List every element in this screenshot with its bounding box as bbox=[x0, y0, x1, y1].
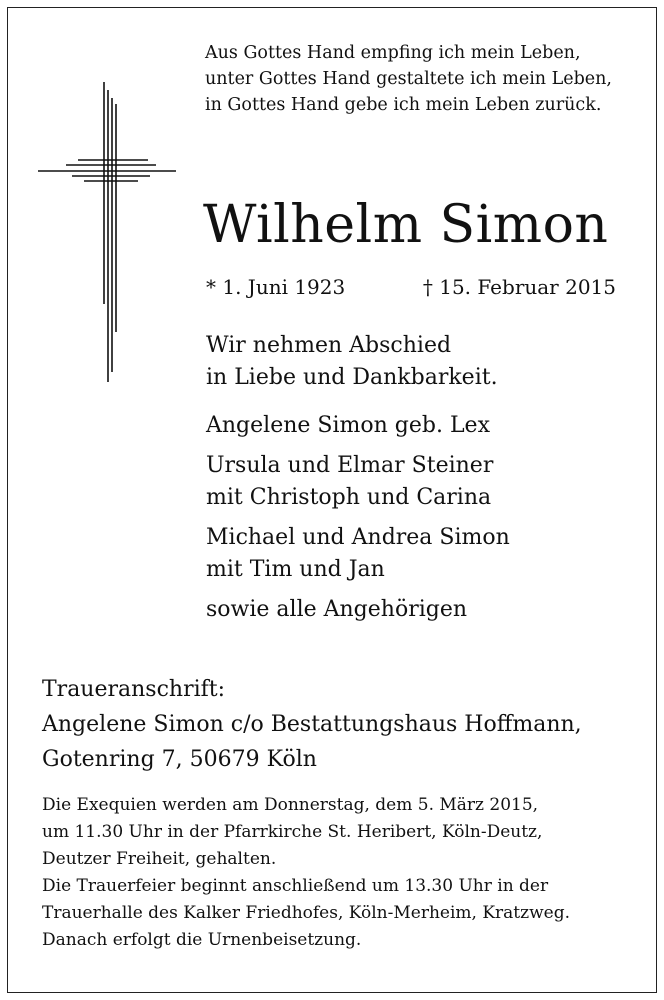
birth-date: * 1. Juni 1923 bbox=[206, 275, 346, 299]
motto-line: unter Gottes Hand gestaltete ich mein Leben, bbox=[205, 69, 612, 89]
farewell-line: Wir nehmen Abschied bbox=[206, 333, 452, 358]
details-line: Die Exequien werden am Donnerstag, dem 5. März 2015, bbox=[42, 795, 539, 815]
mourner-line: sowie alle Angehörigen bbox=[206, 597, 468, 622]
details-line: Die Trauerfeier beginnt anschließend um 13.30 Uhr in der bbox=[42, 876, 549, 896]
cross-icon bbox=[38, 82, 178, 388]
mourner-line: mit Christoph und Carina bbox=[206, 485, 492, 510]
details-line: Trauerhalle des Kalker Friedhofes, Köln-Merheim, Kratzweg. bbox=[42, 903, 570, 923]
mourner-group bbox=[206, 594, 510, 626]
details-line: Danach erfolgt die Urnenbeisetzung. bbox=[42, 930, 362, 950]
motto-line: in Gottes Hand gebe ich mein Leben zurück. bbox=[205, 95, 602, 115]
mourner-line: Angelene Simon geb. Lex bbox=[206, 413, 490, 438]
life-dates bbox=[206, 272, 616, 302]
motto bbox=[205, 40, 645, 118]
mourner-group bbox=[206, 450, 510, 514]
farewell-text bbox=[206, 330, 498, 394]
mourner-line: Michael und Andrea Simon bbox=[206, 525, 510, 550]
mourners-list bbox=[206, 410, 510, 634]
address-heading: Traueranschrift: bbox=[42, 677, 226, 702]
details-line: Deutzer Freiheit, gehalten. bbox=[42, 849, 277, 869]
deceased-name: Wilhelm Simon bbox=[203, 195, 609, 255]
motto-line: Aus Gottes Hand empfing ich mein Leben, bbox=[205, 43, 581, 63]
condolence-address bbox=[42, 672, 582, 777]
death-date: † 15. Februar 2015 bbox=[422, 275, 616, 299]
funeral-details bbox=[42, 792, 570, 954]
address-line: Angelene Simon c/o Bestattungshaus Hoffmann, bbox=[42, 712, 582, 737]
mourner-line: mit Tim und Jan bbox=[206, 557, 385, 582]
details-line: um 11.30 Uhr in der Pfarrkirche St. Heribert, Köln-Deutz, bbox=[42, 822, 543, 842]
mourner-group bbox=[206, 410, 510, 442]
mourner-group bbox=[206, 522, 510, 586]
farewell-line: in Liebe und Dankbarkeit. bbox=[206, 365, 498, 390]
address-line: Gotenring 7, 50679 Köln bbox=[42, 747, 317, 772]
mourner-line: Ursula und Elmar Steiner bbox=[206, 453, 494, 478]
